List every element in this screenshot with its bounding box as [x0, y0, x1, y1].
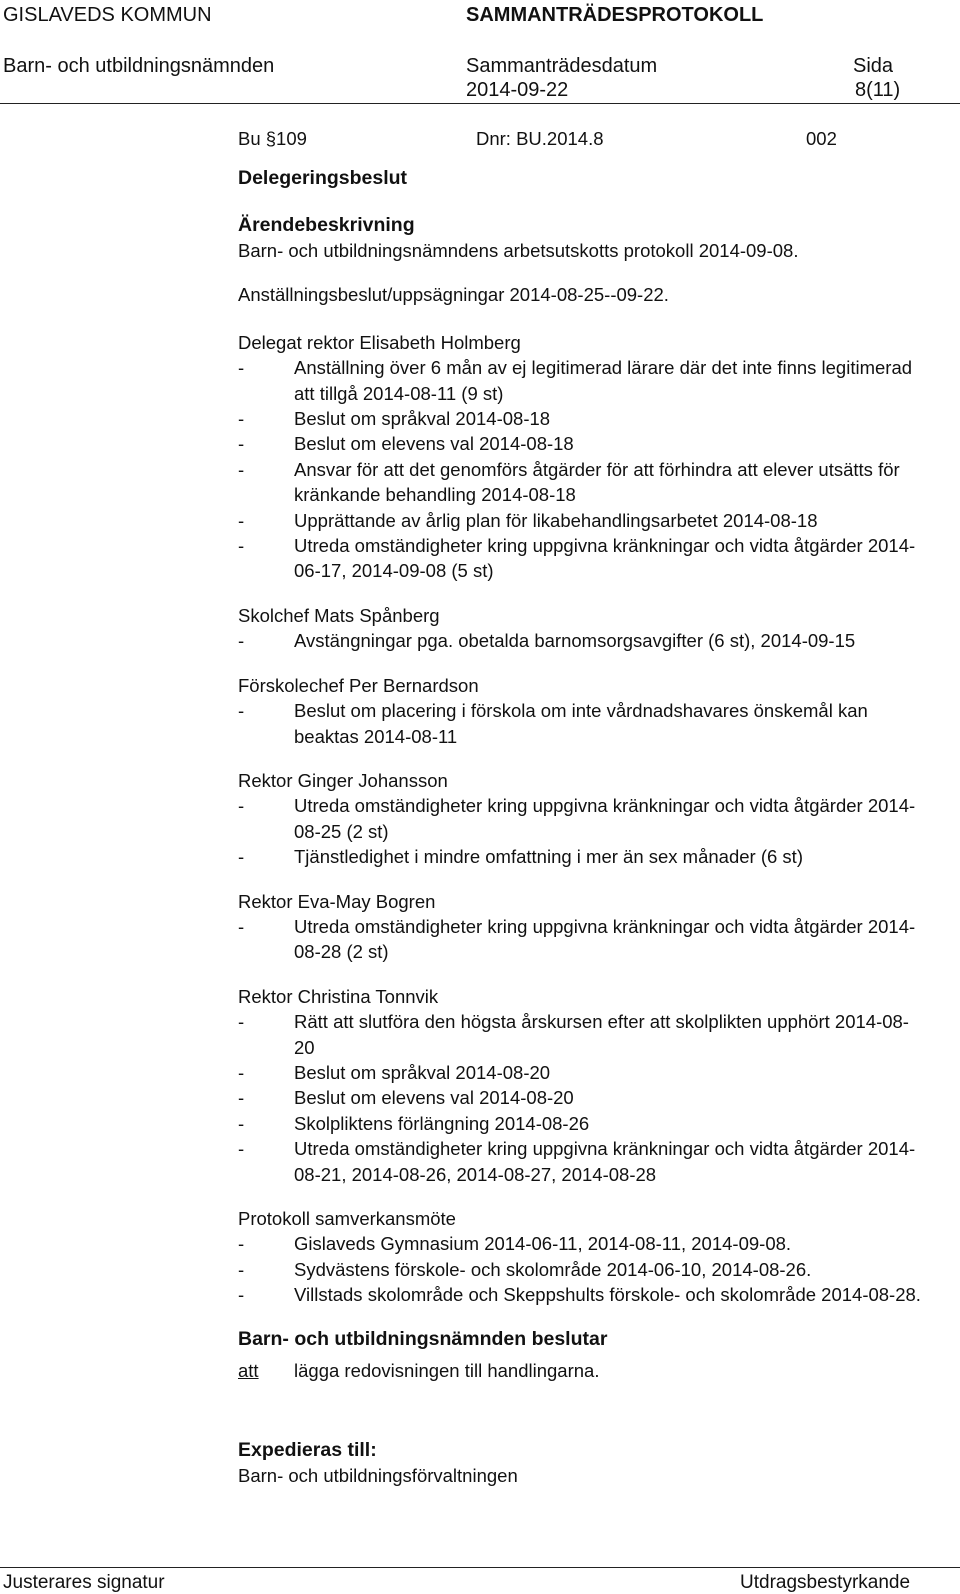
- delegation-group: [238, 1206, 928, 1308]
- delegation-item: - Beslut om placering i förskola om inte vårdnadshavares önskemål kan beaktas 2014-08-11: [238, 698, 928, 749]
- footer-certification-label: Utdragsbestyrkande: [740, 1572, 911, 1593]
- delegation-group-title: Rektor Eva-May Bogren: [238, 890, 436, 912]
- delegation-list: [238, 914, 928, 965]
- delegation-item: - Beslut om elevens val 2014-08-18: [238, 431, 928, 456]
- document-type: SAMMANTRÄDESPROTOKOLL: [466, 4, 764, 26]
- delegation-item: - Gislaveds Gymnasium 2014-06-11, 2014-08-11, 2014-09-08.: [238, 1231, 928, 1256]
- delegation-item: - Beslut om språkval 2014-08-18: [238, 406, 928, 431]
- delegation-item: - Upprättande av årlig plan för likabehandlingsarbetet 2014-08-18: [238, 508, 928, 533]
- delegation-list: [238, 698, 928, 749]
- delegation-item: - Anställning över 6 mån av ej legitimerad lärare där det inte finns legitimerad att tillgå 2014-08-11 (9 st): [238, 355, 928, 406]
- case-line-1: Barn- och utbildningsnämndens arbetsutskotts protokoll 2014-09-08.: [238, 240, 799, 261]
- classification-code: 002: [806, 128, 837, 149]
- delegation-item: - Utreda omständigheter kring uppgivna kränkningar och vidta åtgärder 2014-08-25 (2 st): [238, 793, 928, 844]
- delegation-group-title: Rektor Ginger Johansson: [238, 769, 448, 791]
- delegation-list: [238, 1231, 928, 1307]
- delegation-group-title: Skolchef Mats Spånberg: [238, 604, 440, 626]
- delegation-item: - Utreda omständigheter kring uppgivna kränkningar och vidta åtgärder 2014-06-17, 2014-09-08 (5 st): [238, 533, 928, 584]
- case-heading: Ärendebeskrivning: [238, 214, 415, 236]
- delegation-group-title: Protokoll samverkansmöte: [238, 1208, 456, 1229]
- delegation-item: - Beslut om elevens val 2014-08-20: [238, 1085, 928, 1110]
- delegation-list: [238, 355, 928, 584]
- reference-row: [238, 128, 928, 158]
- delegation-group-title: Rektor Christina Tonnvik: [238, 985, 439, 1007]
- delegation-item: - Avstängningar pga. obetalda barnomsorgsavgifter (6 st), 2014-09-15: [238, 628, 928, 653]
- case-line-2: Anställningsbeslut/uppsägningar 2014-08-25--09-22.: [238, 284, 669, 306]
- paragraph-number: Bu §109: [238, 128, 307, 149]
- document-body: [238, 128, 928, 1488]
- delegation-item: - Villstads skolområde och Skeppshults förskole- och skolområde 2014-08-28.: [238, 1282, 928, 1307]
- meeting-date: 2014-09-22: [466, 79, 569, 101]
- document-title: Delegeringsbeslut: [238, 167, 408, 189]
- diary-number: Dnr: BU.2014.8: [476, 128, 604, 149]
- delegation-groups: [238, 330, 928, 1308]
- delegation-item: - Ansvar för att det genomförs åtgärder för att förhindra att elever utsätts för kränkande behandling 2014-08-18: [238, 457, 928, 508]
- delegation-group: [238, 984, 928, 1187]
- delegation-group: [238, 889, 928, 965]
- delegation-item: - Tjänstledighet i mindre omfattning i mer än sex månader (6 st): [238, 844, 928, 869]
- distribution-recipient: Barn- och utbildningsförvaltningen: [238, 1464, 518, 1486]
- decision-row: [238, 1360, 928, 1386]
- date-label: Sammanträdesdatum: [466, 55, 658, 77]
- committee-name: Barn- och utbildningsnämnden: [3, 55, 275, 77]
- delegation-item: - Beslut om språkval 2014-08-20: [238, 1060, 928, 1085]
- delegation-list: [238, 628, 928, 653]
- page-number: 8(11): [855, 79, 901, 101]
- page-label: Sida: [853, 55, 894, 77]
- delegation-list: [238, 1009, 928, 1187]
- decision-heading: Barn- och utbildningsnämnden beslutar: [238, 1327, 608, 1350]
- header-divider: [0, 103, 960, 104]
- delegation-item: - Skolpliktens förlängning 2014-08-26: [238, 1111, 928, 1136]
- delegation-item: - Sydvästens förskole- och skolområde 2014-06-10, 2014-08-26.: [238, 1257, 928, 1282]
- delegation-item: - Utreda omständigheter kring uppgivna kränkningar och vidta åtgärder 2014-08-21, 2014-08-26, 2014-08-27, 2014-08-28: [238, 1136, 928, 1187]
- document-header: [0, 0, 960, 105]
- delegation-group: [238, 603, 928, 654]
- delegation-group-title: Förskolechef Per Bernardson: [238, 674, 479, 696]
- delegation-list: [238, 793, 928, 869]
- distribution-heading: Expedieras till:: [238, 1438, 377, 1461]
- decision-lead: att: [238, 1359, 259, 1381]
- delegation-group: [238, 673, 928, 749]
- delegation-group: [238, 768, 928, 870]
- delegation-item: - Utreda omständigheter kring uppgivna kränkningar och vidta åtgärder 2014-08-28 (2 st): [238, 914, 928, 965]
- footer-signature-label: Justerares signatur: [3, 1572, 165, 1593]
- delegation-group-title: Delegat rektor Elisabeth Holmberg: [238, 331, 521, 353]
- organization-name: GISLAVEDS KOMMUN: [3, 4, 212, 26]
- footer-divider: [0, 1567, 960, 1568]
- delegation-group: [238, 330, 928, 584]
- decision-text: lägga redovisningen till handlingarna.: [294, 1359, 600, 1381]
- delegation-item: - Rätt att slutföra den högsta årskursen efter att skolplikten upphört 2014-08-20: [238, 1009, 928, 1060]
